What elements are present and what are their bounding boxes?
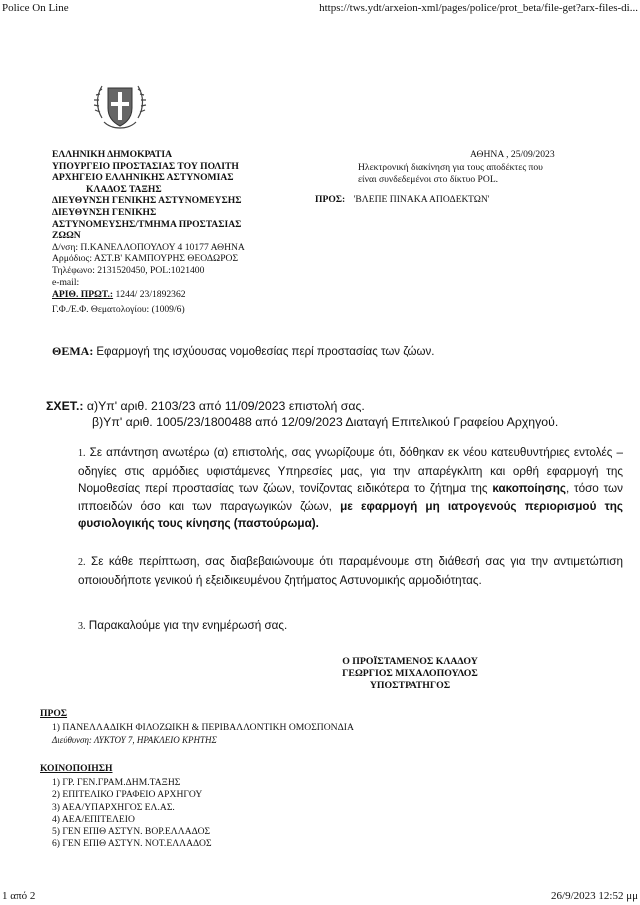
print-header-title: Police On Line bbox=[2, 2, 69, 14]
paragraph-2 bbox=[78, 553, 623, 589]
catalog-number: Γ.Φ./Ε.Φ. Θεματολογίου: (1009/6) bbox=[52, 303, 185, 315]
sender-line: ΥΠΟΥΡΓΕΙΟ ΠΡΟΣΤΑΣΙΑΣ ΤΟΥ ΠΟΛΙΤΗ bbox=[52, 160, 239, 172]
paragraph-number: 3. bbox=[78, 621, 86, 632]
cc-item: 1) ΓΡ. ΓΕΝ.ΓΡΑΜ.ΔΗΜ.ΤΑΞΗΣ bbox=[52, 777, 181, 789]
subject-label: ΘΕΜΑ: bbox=[52, 344, 94, 358]
paragraph-number: 2. bbox=[78, 557, 86, 568]
print-footer-page: 1 από 2 bbox=[2, 890, 36, 902]
subject-text: Εφαρμογή της ισχύουσας νομοθεσίας περί προστασίας των ζώων. bbox=[96, 346, 435, 358]
protocol-label: ΑΡΙΘ. ΠΡΩΤ.: bbox=[52, 289, 114, 301]
sender-line: ΖΩΩΝ bbox=[52, 230, 81, 242]
sender-line: ΑΡΧΗΓΕΙΟ ΕΛΛΗΝΙΚΗΣ ΑΣΤΥΝΟΜΙΑΣ bbox=[52, 172, 234, 184]
sender-line: ΚΛΑΔΟΣ ΤΑΞΗΣ bbox=[86, 183, 162, 195]
cc-item: 5) ΓΕΝ ΕΠΙΘ ΑΣΤΥΝ. ΒΟΡ.ΕΛΛΑΔΟΣ bbox=[52, 826, 211, 838]
signature-block bbox=[300, 656, 520, 693]
signature-rank: ΥΠΟΣΤΡΑΤΗΓΟΣ bbox=[369, 680, 451, 692]
cc-item: 6) ΓΕΝ ΕΠΙΘ ΑΣΤΥΝ. ΝΟΤ.ΕΛΛΑΔΟΣ bbox=[52, 838, 212, 850]
sender-block bbox=[52, 149, 302, 315]
recipient-address: Διεύθυνση: ΛΥΚΤΟΥ 7, ΗΡΑΚΛΕΙΟ ΚΡΗΤΗΣ bbox=[52, 735, 217, 746]
sender-phone: Τηλέφωνο: 2131520450, POL:1021400 bbox=[52, 264, 205, 276]
signature-name: ΓΕΩΡΓΙΟΣ ΜΙΧΑΛΟΠΟΥΛΟΣ bbox=[342, 668, 478, 680]
subject-line bbox=[52, 344, 434, 359]
reference-b-text: β)Υπ' αριθ. 1005/23/1800488 από 12/09/2023 Διαταγή Επιτελικού Γραφείου Αρχηγού. bbox=[92, 415, 559, 429]
recipients-block bbox=[40, 708, 354, 747]
paragraph-1-text: Σε απάντηση ανωτέρω (α) επιστολής, σας γνωρίζουμε ότι, δόθηκαν εκ νέου κατευθυντήριες εντολές – οδηγίες στις αρμόδιες υφιστάμενες Υπηρεσίες μας, για την απαρέγκλιτη και ορθή εφαρμογή της Νομοθεσίας περί προστασίας των ζώων, τονίζοντας ειδικότερα το ζήτημα της bbox=[78, 446, 623, 496]
sender-address: Δ/νση: Π.ΚΑΝΕΛΛΟΠΟΥΛΟΥ 4 10177 ΑΘΗΝΑ bbox=[52, 241, 245, 253]
to-line bbox=[315, 194, 490, 206]
sender-line: ΕΛΛΗΝΙΚΗ ΔΗΜΟΚΡΑΤΙΑ bbox=[52, 149, 173, 160]
distribution-note bbox=[358, 162, 543, 186]
paragraph-1 bbox=[78, 444, 623, 533]
protocol-value: 1244/ 23/1892362 bbox=[115, 289, 186, 301]
recipients-heading: ΠΡΟΣ bbox=[40, 708, 68, 719]
sender-line: ΔΙΕΥΘΥΝΣΗ ΓΕΝΙΚΗΣ ΑΣΤΥΝΟΜΕΥΣΗΣ bbox=[52, 195, 242, 207]
to-label: ΠΡΟΣ: bbox=[315, 194, 346, 205]
paragraph-number: 1. bbox=[78, 448, 86, 459]
document-date: ΑΘΗΝΑ , 25/09/2023 bbox=[470, 149, 555, 160]
references-label: ΣΧΕΤ.: bbox=[46, 399, 84, 413]
print-footer-timestamp: 26/9/2023 12:52 μμ bbox=[551, 890, 638, 902]
distribution-note-line: Ηλεκτρονική διακίνηση για τους αποδέκτες που bbox=[358, 162, 543, 173]
cc-item: 4) ΑΕΑ/ΕΠΙΤΕΛΕΙΟ bbox=[52, 813, 135, 825]
paragraph-1-text-cont: , τόσο των ιπποειδών όσο και των παραγωγικών ζώων, bbox=[78, 482, 624, 513]
sender-line: ΑΣΤΥΝΟΜΕΥΣΗΣ/ΤΜΗΜΑ ΠΡΟΣΤΑΣΙΑΣ bbox=[52, 218, 242, 230]
reference-a-text: α)Υπ' αριθ. 2103/23 από 11/09/2023 επιστολή σας. bbox=[86, 399, 365, 413]
paragraph-1-bold-clause: με εφαρμογή μη ιατρογενούς περιορισμού της φυσιολογικής τους κίνησης (παστούρωμα). bbox=[78, 499, 623, 531]
to-value: 'ΒΛΕΠΕ ΠΙΝΑΚΑ ΑΠΟΔΕΚΤΩΝ' bbox=[353, 194, 490, 205]
references-a bbox=[46, 399, 365, 413]
distribution-note-line: είναι συνδεδεμένοι στο δίκτυο POL. bbox=[358, 174, 499, 185]
sender-official: Αρμόδιος: ΑΣΤ.Β' ΚΑΜΠΟΥΡΗΣ ΘΕΟΔΩΡΟΣ bbox=[52, 253, 239, 265]
cc-heading: ΚΟΙΝΟΠΟΙΗΣΗ bbox=[40, 763, 113, 774]
cc-item: 3) ΑΕΑ/ΥΠΑΡΧΗΓΟΣ ΕΛ.ΑΣ. bbox=[52, 801, 175, 813]
protocol-number bbox=[52, 289, 302, 301]
greek-coat-of-arms-icon bbox=[92, 78, 148, 136]
cc-item: 2) ΕΠΙΤΕΛΙΚΟ ΓΡΑΦΕΙΟ ΑΡΧΗΓΟΥ bbox=[52, 789, 203, 801]
sender-email: e-mail: bbox=[52, 276, 80, 288]
signature-title: Ο ΠΡΟΪΣΤΑΜΕΝΟΣ ΚΛΑΔΟΥ bbox=[342, 656, 478, 667]
sender-line: ΔΙΕΥΘΥΝΣΗ ΓΕΝΙΚΗΣ bbox=[52, 206, 157, 218]
paragraph-2-text: Σε κάθε περίπτωση, σας διαβεβαιώνουμε ότι παραμένουμε στη διάθεσή σας για την αντιμετώπιση οποιουδήποτε γενικού ή εξειδικευμένου ζητήματος Αστυνομικής αρμοδιότητας. bbox=[78, 555, 623, 587]
cc-block bbox=[40, 763, 212, 850]
paragraph-1-emphasis: κακοποίησης bbox=[492, 482, 566, 496]
recipient-item: 1) ΠΑΝΕΛΛΑΔΙΚΗ ΦΙΛΟΖΩΙΚΗ & ΠΕΡΙΒΑΛΛΟΝΤΙΚΗ ΟΜΟΣΠΟΝΔΙΑ bbox=[52, 722, 354, 734]
paragraph-3-text: Παρακαλούμε για την ενημέρωσή σας. bbox=[88, 619, 288, 632]
print-header-url: https://tws.ydt/arxeion-xml/pages/police/prot_beta/file-get?arx-files-di... bbox=[319, 2, 638, 14]
paragraph-3 bbox=[78, 617, 623, 636]
